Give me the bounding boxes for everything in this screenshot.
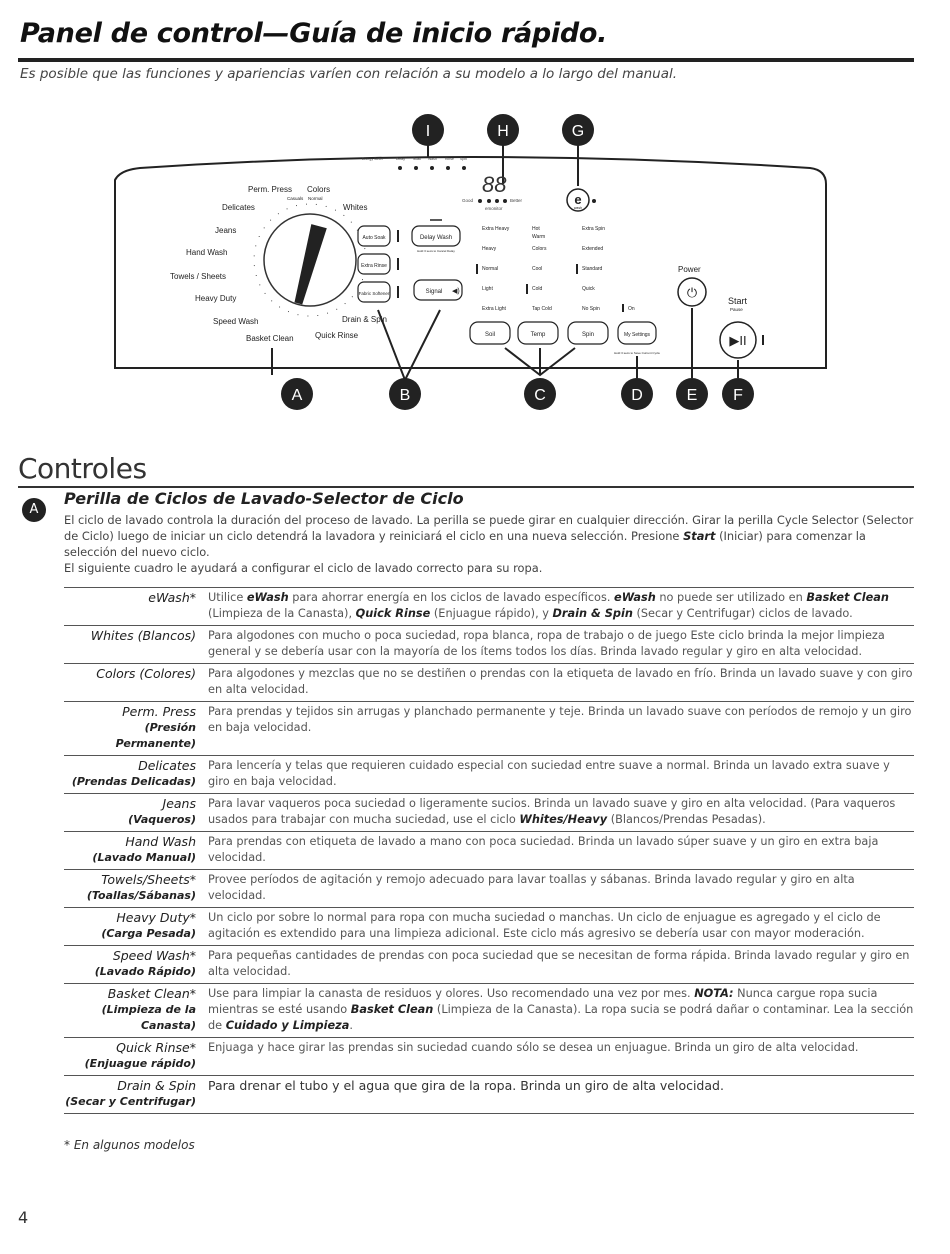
status-label: Wash [428, 157, 437, 161]
cycle-name: Drain & Spin (Secar y Centrifugar) [64, 1076, 208, 1114]
emonitor-good: Good [462, 198, 474, 203]
my-settings-hint: Hold 3 secs to Save Current Cycle [614, 351, 660, 355]
cycle-description: Para algodones y mezclas que no se destiñen o prendas con la etiqueta de lavado en frío. Brinda un lavado suave y con giro en alta velocidad. [208, 664, 914, 702]
dial-label-colors-sub: Normal [308, 196, 323, 201]
status-label: Soak [413, 157, 421, 161]
callout-i [412, 114, 444, 146]
soil-button[interactable] [470, 322, 510, 344]
fabric-softener-button[interactable] [358, 282, 399, 302]
callout-a-label: A [291, 387, 303, 404]
section-intro [64, 512, 914, 576]
cycle-name: Whites (Blancos) [64, 626, 208, 664]
temp-level: Cool [532, 266, 543, 272]
cycle-description: Para pequeñas cantidades de prendas con poca suciedad que se necesitan de forma rápida. Brinda lavado regular y giro en alta velocidad. [208, 946, 914, 984]
callout-a [281, 378, 313, 410]
spin-label: Spin [581, 332, 595, 338]
callout-d-label: D [631, 387, 643, 404]
emonitor-better: Better [510, 198, 523, 203]
emonitor-indicator [462, 198, 523, 211]
dial-label-quick-rinse: Quick Rinse [315, 331, 359, 340]
cycle-name: Perm. Press (Presión Permanente) [64, 702, 208, 756]
dial-label-colors: Colors [307, 185, 331, 194]
cycle-description: Para prendas con etiqueta de lavado a mano con poca suciedad. Brinda un lavado súper suave y un giro en extra baja velocidad. [208, 832, 914, 870]
spin-button[interactable] [568, 322, 608, 344]
power-label: Power [678, 265, 701, 274]
page-subtitle: Es posible que las funciones y apariencias varíen con relación a su modelo a lo largo del manual. [20, 66, 678, 82]
auto-soak-label: Auto Soak [362, 235, 386, 241]
callout-c [524, 378, 556, 410]
temp-level-list [526, 226, 552, 312]
table-row [64, 1076, 914, 1114]
table-row [64, 702, 914, 756]
spin-level: Extended [582, 246, 604, 252]
cycle-name: Delicates (Prendas Delicadas) [64, 756, 208, 794]
controls-rule [18, 486, 914, 488]
section-badge: A [22, 498, 46, 522]
status-label: Rinse [445, 157, 454, 161]
play-pause-icon: ▶II [729, 333, 747, 348]
dial-label-speed-wash: Speed Wash [213, 317, 259, 326]
page-title: Panel de control—Guía de inicio rápido. [20, 18, 608, 49]
soil-level: Normal [482, 266, 499, 272]
dial-label-basket-clean: Basket Clean [246, 334, 294, 343]
controls-heading: Controles [18, 452, 147, 485]
callout-g [562, 114, 594, 146]
cycle-description: Enjuaga y hace girar las prendas sin suciedad cuando sólo se desea un enjuague. Brinda un giro de alta velocidad. [208, 1038, 914, 1076]
extra-rinse-button[interactable] [358, 254, 399, 274]
cycle-description: Para lencería y telas que requieren cuidado especial con suciedad entre suave a normal. Brinda un lavado extra suave y giro en baja velocidad. [208, 756, 914, 794]
callout-f [722, 378, 754, 410]
soil-level: Extra Light [482, 306, 506, 312]
cycle-description: Provee períodos de agitación y remojo adecuado para lavar toallas y sábanas. Brinda lavado regular y giro en alta velocidad. [208, 870, 914, 908]
start-label: Start [728, 296, 748, 306]
cycle-description: Utilice eWash para ahorrar energía en los ciclos de lavado específicos. eWash no puede ser utilizado en Basket Clean (Limpieza de la Canasta), Quick Rinse (Enjuague rápido), y Drain & Spin (Secar y Centrifugar) ciclos de lavado. [208, 588, 914, 626]
cycle-description: Un ciclo por sobre lo normal para ropa con mucha suciedad o manchas. Un ciclo de enjuague es agregado y el ciclo de agitación es extendido para una limpieza adicional. Este ciclo más agresivo se debería usar con mayor moderación. [208, 908, 914, 946]
my-settings-button[interactable] [614, 322, 660, 355]
dial-label-heavy-duty: Heavy Duty [195, 294, 237, 303]
cycle-name: Towels/Sheets* (Toallas/Sábanas) [64, 870, 208, 908]
cycle-name: Quick Rinse* (Enjuague rápido) [64, 1038, 208, 1076]
footnote: * En algunos modelos [64, 1138, 195, 1152]
dial-label-perm-press: Perm. Press [248, 185, 293, 194]
cycle-name: Speed Wash* (Lavado Rápido) [64, 946, 208, 984]
cycle-description: Para prendas y tejidos sin arrugas y planchado permanente y teje. Brinda un lavado suave con períodos de remojo y un giro en baja velocidad. [208, 702, 914, 756]
cycle-name: Heavy Duty* (Carga Pesada) [64, 908, 208, 946]
emonitor-label: emonitor [485, 206, 503, 211]
dial-label-jeans: Jeans [215, 226, 237, 235]
start-pause-button[interactable] [720, 322, 764, 358]
soil-level: Light [482, 286, 493, 292]
dial-label-drain-spin: Drain & Spin [342, 315, 387, 324]
start-sub-label: Pause [730, 307, 743, 312]
table-row [64, 794, 914, 832]
spin-level: Quick [582, 286, 595, 292]
callout-e [676, 378, 708, 410]
temp-level: Cold [532, 286, 543, 292]
soil-level: Extra Heavy [482, 226, 510, 232]
status-label: Energy Saver [362, 157, 384, 161]
signal-icon: ◀) [452, 288, 460, 295]
callout-e-label: E [686, 387, 698, 404]
status-label: Spin [460, 157, 468, 161]
intro-paragraph: El ciclo de lavado controla la duración del proceso de lavado. La perilla se puede girar en cualquier dirección. Girar la perilla Cycle Selector (Selector de Ciclo) luego de iniciar un ciclo detendrá la lavadora y reiniciará el ciclo en una nueva selección. Presione Start (Iniciar) para comenzar la selección del nuevo ciclo. [64, 513, 914, 559]
delay-wash-hint: Hold 3 secs to Cancel Delay [417, 249, 455, 253]
callout-d [621, 378, 653, 410]
soil-level: Heavy [482, 246, 497, 252]
callout-h-label: H [497, 123, 509, 140]
callout-b [389, 378, 421, 410]
table-row [64, 946, 914, 984]
fabric-softener-label: Fabric Softener [358, 291, 390, 296]
cycle-description: Para algodones con mucho o poca suciedad, ropa blanca, ropa de trabajo o de juego Este ciclo brinda la mejor limpieza general y se debería usar con la mayoría de los ítems todos los días. Brinda lavado regular y giro en alta velocidad. [208, 626, 914, 664]
table-row [64, 626, 914, 664]
table-row [64, 664, 914, 702]
callout-f-label: F [733, 387, 743, 404]
on-indicator: On [628, 306, 635, 312]
cycle-name: eWash* [64, 588, 208, 626]
callout-c-label: C [534, 387, 546, 404]
cycle-name: Basket Clean* (Limpieza de la Canasta) [64, 984, 208, 1038]
delay-wash-button[interactable] [412, 226, 460, 253]
cycle-table [64, 587, 914, 1114]
temp-level: Hot [532, 226, 540, 232]
dial-label-whites: Whites [343, 203, 368, 212]
intro-paragraph: El siguiente cuadro le ayudará a configurar el ciclo de lavado correcto para su ropa. [64, 561, 543, 575]
cycle-description: Para lavar vaqueros poca suciedad o ligeramente sucios. Brinda un lavado suave y giro en alta velocidad. (Para vaqueros usados para trabajar con mucha suciedad, use el ciclo Whites/Heavy (Blancos/Prendas Pesadas). [208, 794, 914, 832]
cycle-name: Colors (Colores) [64, 664, 208, 702]
my-settings-label: My Settings [623, 332, 651, 338]
dial-label-delicates: Delicates [222, 203, 255, 212]
soil-level-list [476, 226, 510, 312]
table-row [64, 908, 914, 946]
callout-h [487, 114, 519, 146]
table-row [64, 756, 914, 794]
status-label: Delay [396, 157, 405, 161]
power-button[interactable] [678, 278, 706, 306]
section-title: Perilla de Ciclos de Lavado-Selector de Ciclo [64, 489, 464, 508]
temp-level: Warm [532, 234, 546, 240]
status-indicators [362, 157, 467, 161]
table-row [64, 832, 914, 870]
cycle-selector-dial[interactable] [254, 204, 366, 316]
ewash-button[interactable] [567, 189, 596, 211]
table-row [64, 588, 914, 626]
table-row [64, 984, 914, 1038]
cycle-description: Para drenar el tubo y el agua que gira de la ropa. Brinda un giro de alta velocidad. [208, 1076, 914, 1114]
ewash-icon: e [574, 192, 582, 207]
digital-display: 88 [482, 172, 507, 197]
temp-label: Temp [530, 332, 546, 338]
callout-i-label: I [425, 123, 431, 140]
table-row [64, 870, 914, 908]
spin-level: No Spin [582, 306, 600, 312]
temp-level: Tap Cold [532, 306, 552, 312]
temp-button[interactable] [518, 322, 558, 344]
cycle-name: Hand Wash (Lavado Manual) [64, 832, 208, 870]
dial-label-colors-sub: Casuals [287, 196, 304, 201]
ewash-sub: wash [573, 206, 583, 210]
cycle-name: Jeans (Vaqueros) [64, 794, 208, 832]
dial-label-towels: Towels / Sheets [170, 272, 227, 281]
page-number: 4 [18, 1208, 29, 1227]
soil-label: Soil [484, 332, 496, 338]
power-icon: ⏻ [686, 285, 698, 300]
auto-soak-button[interactable] [358, 226, 399, 246]
title-rule [18, 58, 914, 62]
spin-level: Standard [582, 266, 603, 272]
signal-button[interactable] [414, 280, 462, 300]
dial-label-hand-wash: Hand Wash [186, 248, 228, 257]
table-row [64, 1038, 914, 1076]
delay-wash-label: Delay Wash [419, 235, 453, 241]
spin-level-list [576, 226, 635, 312]
temp-level: Colors [532, 246, 547, 252]
cycle-description: Use para limpiar la canasta de residuos y olores. Uso recomendado una vez por mes. NOTA: Nunca cargue ropa sucia mientras se esté usando Basket Clean (Limpieza de la Canasta). La ropa sucia se podrá dañar o contaminar. Lea la sección de Cuidado y Limpieza. [208, 984, 914, 1038]
spin-level: Extra Spin [582, 226, 606, 232]
extra-rinse-label: Extra Rinse [361, 263, 387, 269]
callout-b-label: B [399, 387, 411, 404]
control-panel-diagram [0, 100, 950, 430]
signal-label: Signal [425, 289, 443, 295]
callout-g-label: G [571, 123, 585, 140]
